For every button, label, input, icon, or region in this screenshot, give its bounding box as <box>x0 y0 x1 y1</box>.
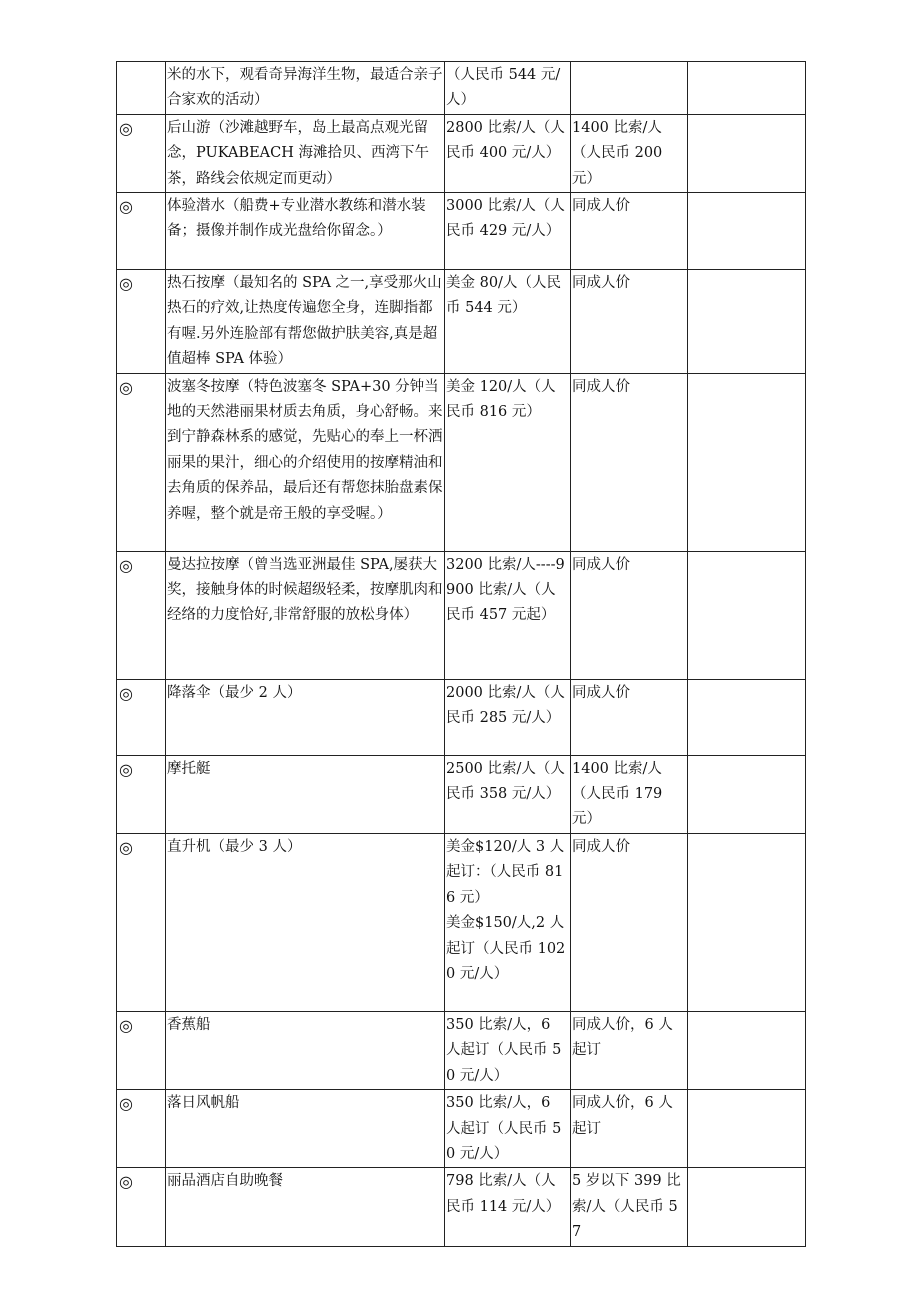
adult-price: （人民币 544 元/人） <box>445 62 571 115</box>
row-marker: ◎ <box>117 373 166 551</box>
remarks-cell <box>688 755 806 833</box>
child-price: 1400 比索/人（人民币 179 元） <box>571 755 688 833</box>
price-table <box>116 61 806 1247</box>
child-price: 同成人价，6 人起订 <box>571 1090 688 1168</box>
child-price: 同成人价 <box>571 551 688 679</box>
row-marker: ◎ <box>117 833 166 1011</box>
table-row <box>117 193 806 270</box>
remarks-cell <box>688 114 806 192</box>
row-marker: ◎ <box>117 193 166 270</box>
item-description: 降落伞（最少 2 人） <box>166 679 445 755</box>
adult-price: 3000 比索/人（人民币 429 元/人） <box>445 193 571 270</box>
row-marker <box>117 62 166 115</box>
table-row <box>117 1011 806 1089</box>
adult-price: 3200 比索/人----9900 比索/人（人民币 457 元起） <box>445 551 571 679</box>
child-price: 同成人价，6 人起订 <box>571 1011 688 1089</box>
item-description: 香蕉船 <box>166 1011 445 1089</box>
remarks-cell <box>688 193 806 270</box>
item-description: 热石按摩（最知名的 SPA 之一,享受那火山热石的疗效,让热度传遍您全身，连脚指都有喔.另外连脸部有帮您做护肤美容,真是超值超棒 SPA 体验） <box>166 270 445 374</box>
item-description: 曼达拉按摩（曾当选亚洲最佳 SPA,屡获大奖，接触身体的时候超级轻柔，按摩肌肉和经络的力度恰好,非常舒服的放松身体） <box>166 551 445 679</box>
child-price: 5 岁以下 399 比索/人（人民币 57 <box>571 1168 688 1246</box>
table-row <box>117 1090 806 1168</box>
table-row <box>117 373 806 551</box>
remarks-cell <box>688 373 806 551</box>
child-price: 同成人价 <box>571 833 688 1011</box>
table-row <box>117 833 806 1011</box>
remarks-cell <box>688 1168 806 1246</box>
adult-price: 美金 80/人（人民币 544 元） <box>445 270 571 374</box>
row-marker: ◎ <box>117 679 166 755</box>
table-row <box>117 62 806 115</box>
child-price: 同成人价 <box>571 270 688 374</box>
table-row <box>117 1168 806 1246</box>
remarks-cell <box>688 62 806 115</box>
remarks-cell <box>688 679 806 755</box>
row-marker: ◎ <box>117 1168 166 1246</box>
child-price <box>571 62 688 115</box>
item-description: 体验潜水（船费+专业潜水教练和潜水装备；摄像并制作成光盘给你留念。） <box>166 193 445 270</box>
row-marker: ◎ <box>117 1090 166 1168</box>
adult-price: 2800 比索/人（人民币 400 元/人） <box>445 114 571 192</box>
table-row <box>117 270 806 374</box>
adult-price: 美金 120/人（人民币 816 元） <box>445 373 571 551</box>
adult-price: 350 比索/人，6 人起订（人民币 50 元/人） <box>445 1011 571 1089</box>
adult-price-alt: 美金$150/人,2 人起订（人民币 1020 元/人） <box>446 915 566 982</box>
item-description: 波塞冬按摩（特色波塞冬 SPA+30 分钟当地的天然港丽果材质去角质，身心舒畅。来到宁静森林系的感觉，先贴心的奉上一杯洒丽果的果汁，细心的介绍使用的按摩精油和去角质的保养品，最后还有帮您抹胎盘素保养喔，整个就是帝王般的享受喔。） <box>166 373 445 551</box>
child-price: 同成人价 <box>571 373 688 551</box>
row-marker: ◎ <box>117 270 166 374</box>
row-marker: ◎ <box>117 755 166 833</box>
child-price: 1400 比索/人（人民币 200 元） <box>571 114 688 192</box>
adult-price: 美金$120/人 3 人起订：（人民币 816 元） <box>446 838 565 906</box>
table-row <box>117 114 806 192</box>
child-price: 同成人价 <box>571 193 688 270</box>
adult-price: 2500 比索/人（人民币 358 元/人） <box>445 755 571 833</box>
table-row <box>117 755 806 833</box>
table-row <box>117 551 806 679</box>
row-marker: ◎ <box>117 1011 166 1089</box>
item-description: 后山游（沙滩越野车，岛上最高点观光留念，PUKABEACH 海滩拾贝、西湾下午茶，路线会依规定而更动） <box>166 114 445 192</box>
remarks-cell <box>688 1011 806 1089</box>
table-row <box>117 679 806 755</box>
child-price: 同成人价 <box>571 679 688 755</box>
adult-price: 798 比索/人（人民币 114 元/人） <box>445 1168 571 1246</box>
remarks-cell <box>688 1090 806 1168</box>
adult-price: 350 比索/人，6 人起订（人民币 50 元/人） <box>445 1090 571 1168</box>
row-marker: ◎ <box>117 551 166 679</box>
row-marker: ◎ <box>117 114 166 192</box>
item-description: 落日风帆船 <box>166 1090 445 1168</box>
adult-price: 2000 比索/人（人民币 285 元/人） <box>445 679 571 755</box>
item-description: 摩托艇 <box>166 755 445 833</box>
remarks-cell <box>688 833 806 1011</box>
item-description: 直升机（最少 3 人） <box>166 833 445 1011</box>
remarks-cell <box>688 551 806 679</box>
item-description: 米的水下，观看奇异海洋生物，最适合亲子合家欢的活动） <box>166 62 445 115</box>
adult-price-cell <box>445 833 571 1011</box>
item-description: 丽品酒店自助晚餐 <box>166 1168 445 1246</box>
remarks-cell <box>688 270 806 374</box>
